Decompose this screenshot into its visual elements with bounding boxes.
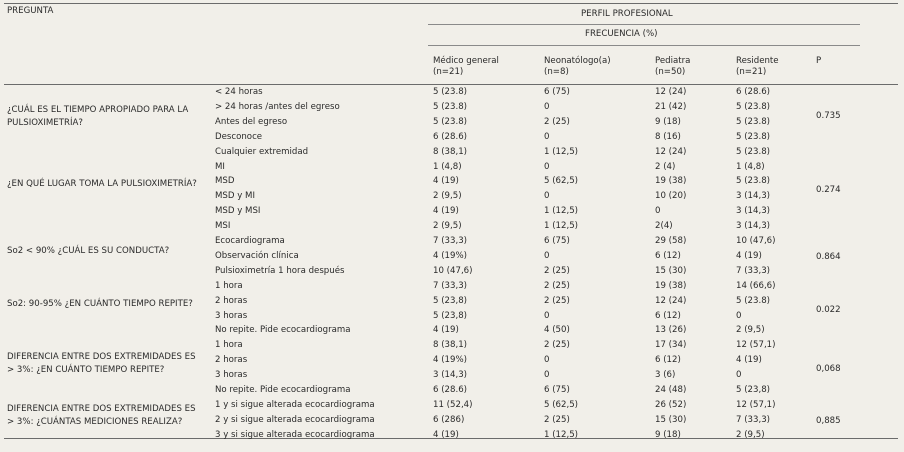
p-value: 0.274 bbox=[816, 185, 841, 196]
value-cell: 9 (18) bbox=[655, 429, 681, 440]
q-conducta: So2 < 90% ¿CUÁL ES SU CONDUCTA? bbox=[7, 246, 170, 257]
option-label: 2 horas bbox=[215, 295, 248, 306]
value-cell: 12 (24) bbox=[655, 295, 687, 306]
value-cell: 12 (57,1) bbox=[736, 340, 776, 351]
col-header-p: P bbox=[816, 56, 822, 66]
value-cell: 1 (4,8) bbox=[433, 161, 462, 172]
value-cell: 6 (28.6) bbox=[433, 385, 468, 395]
col-n: (n=50) bbox=[655, 67, 686, 77]
col-header-neonatologo bbox=[544, 56, 611, 78]
value-cell: 1 (12,5) bbox=[544, 429, 579, 440]
value-cell: 3 (6) bbox=[655, 370, 676, 381]
value-cell: 0 bbox=[544, 310, 550, 321]
value-cell: 5 (62,5) bbox=[544, 176, 579, 187]
pregunta-header: PREGUNTA bbox=[7, 6, 54, 16]
value-cell: 5 (23.8) bbox=[736, 116, 771, 127]
col-header-residente bbox=[736, 56, 779, 78]
option-label: 1 hora bbox=[215, 280, 243, 291]
value-cell: 4 (19) bbox=[433, 429, 459, 440]
value-cell: 10 (47,6) bbox=[433, 265, 473, 276]
option-label: Antes del egreso bbox=[215, 116, 288, 127]
value-cell: 6 (286) bbox=[433, 414, 465, 425]
value-cell: 4 (19%) bbox=[433, 355, 468, 366]
q-tiempo-repite: So2: 90-95% ¿EN CUÁNTO TIEMPO REPITE? bbox=[7, 298, 193, 309]
option-label: MSI bbox=[215, 221, 231, 232]
value-cell: 5 (23.8) bbox=[736, 176, 771, 187]
value-cell: 5 (23.8) bbox=[736, 131, 771, 142]
option-label: > 24 horas /antes del egreso bbox=[215, 101, 340, 112]
value-cell: 0 bbox=[544, 161, 550, 172]
col-n: (n=8) bbox=[544, 67, 569, 77]
value-cell: 24 (48) bbox=[655, 385, 687, 395]
value-cell: 7 (33,3) bbox=[736, 265, 771, 276]
value-cell: 2 (4) bbox=[655, 161, 676, 172]
option-label: 3 horas bbox=[215, 310, 248, 321]
p-value: 0,068 bbox=[816, 364, 841, 375]
value-cell: 15 (30) bbox=[655, 414, 687, 425]
value-cell: 7 (33,3) bbox=[736, 414, 771, 425]
col-n: (n=21) bbox=[736, 67, 767, 77]
option-label: No repite. Pide ecocardiograma bbox=[215, 325, 351, 336]
value-cell: 10 (47,6) bbox=[736, 236, 776, 246]
value-cell: 4 (50) bbox=[544, 325, 570, 336]
value-cell: 6 (75) bbox=[544, 385, 570, 395]
value-cell: 5 (23.8) bbox=[736, 295, 771, 306]
value-cell: 2(4) bbox=[655, 221, 673, 232]
value-cell: 8 (38,1) bbox=[433, 340, 468, 351]
value-cell: 0 bbox=[544, 370, 550, 381]
value-cell: 10 (20) bbox=[655, 191, 687, 202]
value-cell: 6 (12) bbox=[655, 250, 681, 261]
value-cell: 5 (23.8) bbox=[433, 87, 468, 97]
value-cell: 3 (14,3) bbox=[736, 221, 771, 232]
value-cell: 17 (34) bbox=[655, 340, 687, 351]
value-cell: 6 (28.6) bbox=[433, 131, 468, 142]
option-label: No repite. Pide ecocardiograma bbox=[215, 385, 351, 395]
value-cell: 12 (24) bbox=[655, 146, 687, 157]
q-diferencia-tiempo: DIFERENCIA ENTRE DOS EXTREMIDADES ES > 3%: ¿EN CUÁNTO TIEMPO REPITE? bbox=[7, 351, 196, 375]
q-diferencia-mediciones: DIFERENCIA ENTRE DOS EXTREMIDADES ES > 3%: ¿CUÁNTAS MEDICIONES REALIZA? bbox=[7, 403, 196, 427]
value-cell: 13 (26) bbox=[655, 325, 687, 336]
option-label: Pulsioximetría 1 hora después bbox=[215, 265, 345, 276]
value-cell: 4 (19) bbox=[433, 176, 459, 187]
col-header-pediatra bbox=[655, 56, 690, 78]
value-cell: 8 (16) bbox=[655, 131, 681, 142]
value-cell: 7 (33,3) bbox=[433, 280, 468, 291]
frecuencia-header: FRECUENCIA (%) bbox=[585, 29, 658, 39]
option-label: 2 horas bbox=[215, 355, 248, 366]
value-cell: 4 (19) bbox=[433, 325, 459, 336]
value-cell: 1 (12,5) bbox=[544, 206, 579, 217]
value-cell: 0 bbox=[544, 131, 550, 142]
value-cell: 6 (28.6) bbox=[736, 87, 771, 97]
value-cell: 0 bbox=[655, 206, 661, 217]
value-cell: 0 bbox=[544, 250, 550, 261]
p-value: 0.864 bbox=[816, 252, 841, 263]
value-cell: 5 (23,8) bbox=[736, 385, 771, 395]
option-label: MSD bbox=[215, 176, 235, 187]
value-cell: 0 bbox=[736, 310, 742, 321]
value-cell: 5 (62,5) bbox=[544, 399, 579, 410]
value-cell: 1 (4,8) bbox=[736, 161, 765, 172]
value-cell: 2 (25) bbox=[544, 265, 570, 276]
value-cell: 1 (12,5) bbox=[544, 146, 579, 157]
value-cell: 0 bbox=[544, 191, 550, 202]
value-cell: 3 (14,3) bbox=[736, 191, 771, 202]
q-tiempo-apropiado: ¿CUÁL ES EL TIEMPO APROPIADO PARA LA PULSIOXIMETRÍA? bbox=[7, 104, 189, 128]
value-cell: 6 (75) bbox=[544, 236, 570, 246]
option-label: 1 y si sigue alterada ecocardiograma bbox=[215, 399, 375, 410]
p-value: 0.735 bbox=[816, 110, 841, 121]
value-cell: 6 (12) bbox=[655, 355, 681, 366]
value-cell: 19 (38) bbox=[655, 176, 687, 187]
value-cell: 5 (23.8) bbox=[433, 116, 468, 127]
value-cell: 2 (25) bbox=[544, 414, 570, 425]
option-label: 3 y si sigue alterada ecocardiograma bbox=[215, 429, 375, 440]
value-cell: 4 (19) bbox=[433, 206, 459, 217]
value-cell: 12 (24) bbox=[655, 87, 687, 97]
value-cell: 3 (14,3) bbox=[433, 370, 468, 381]
option-label: Cualquier extremidad bbox=[215, 146, 309, 157]
option-label: MSD y MI bbox=[215, 191, 255, 202]
value-cell: 11 (52,4) bbox=[433, 399, 473, 410]
value-cell: 7 (33,3) bbox=[433, 236, 468, 246]
option-label: 1 hora bbox=[215, 340, 243, 351]
value-cell: 29 (58) bbox=[655, 236, 687, 246]
col-header-medico bbox=[433, 56, 499, 78]
option-label: 2 y si sigue alterada ecocardiograma bbox=[215, 414, 375, 425]
p-value: 0,885 bbox=[816, 416, 841, 427]
option-label: Ecocardiograma bbox=[215, 236, 285, 246]
value-cell: 6 (12) bbox=[655, 310, 681, 321]
value-cell: 6 (75) bbox=[544, 87, 570, 97]
value-cell: 5 (23.8) bbox=[433, 101, 468, 112]
value-cell: 19 (38) bbox=[655, 280, 687, 291]
value-cell: 0 bbox=[736, 370, 742, 381]
value-cell: 15 (30) bbox=[655, 265, 687, 276]
perfil-header: PERFIL PROFESIONAL bbox=[581, 9, 673, 19]
option-label: MSD y MSI bbox=[215, 206, 261, 217]
value-cell: 2 (25) bbox=[544, 340, 570, 351]
col-name: Residente bbox=[736, 56, 779, 66]
value-cell: 12 (57,1) bbox=[736, 399, 776, 410]
option-label: MI bbox=[215, 161, 225, 172]
frecuencia-rule bbox=[428, 45, 860, 46]
col-name: Neonatólogo(a) bbox=[544, 56, 611, 66]
perfil-rule bbox=[428, 24, 860, 25]
p-value: 0.022 bbox=[816, 304, 841, 315]
value-cell: 2 (9,5) bbox=[433, 221, 462, 232]
value-cell: 1 (12,5) bbox=[544, 221, 579, 232]
value-cell: 9 (18) bbox=[655, 116, 681, 127]
value-cell: 5 (23.8) bbox=[736, 101, 771, 112]
value-cell: 5 (23.8) bbox=[736, 146, 771, 157]
col-name: Pediatra bbox=[655, 56, 691, 66]
value-cell: 5 (23,8) bbox=[433, 310, 468, 321]
col-name: Médico general bbox=[433, 56, 499, 66]
value-cell: 3 (14,3) bbox=[736, 206, 771, 217]
option-label: Desconoce bbox=[215, 131, 263, 142]
q-lugar: ¿EN QUÉ LUGAR TOMA LA PULSIOXIMETRÍA? bbox=[7, 179, 197, 190]
value-cell: 4 (19) bbox=[736, 250, 762, 261]
option-label: 3 horas bbox=[215, 370, 248, 381]
value-cell: 2 (25) bbox=[544, 295, 570, 306]
value-cell: 2 (9,5) bbox=[736, 325, 765, 336]
col-n: (n=21) bbox=[433, 67, 464, 77]
value-cell: 2 (9,5) bbox=[433, 191, 462, 202]
option-label: Observación clínica bbox=[215, 250, 299, 261]
value-cell: 0 bbox=[544, 355, 550, 366]
value-cell: 21 (42) bbox=[655, 101, 687, 112]
value-cell: 14 (66,6) bbox=[736, 280, 776, 291]
value-cell: 2 (25) bbox=[544, 116, 570, 127]
header-bottom-rule bbox=[4, 84, 898, 85]
value-cell: 26 (52) bbox=[655, 399, 687, 410]
top-rule bbox=[4, 3, 898, 4]
value-cell: 4 (19%) bbox=[433, 250, 468, 261]
option-label: < 24 horas bbox=[215, 87, 263, 97]
value-cell: 8 (38,1) bbox=[433, 146, 468, 157]
value-cell: 0 bbox=[544, 101, 550, 112]
value-cell: 2 (25) bbox=[544, 280, 570, 291]
value-cell: 2 (9,5) bbox=[736, 429, 765, 440]
value-cell: 5 (23,8) bbox=[433, 295, 468, 306]
value-cell: 4 (19) bbox=[736, 355, 762, 366]
